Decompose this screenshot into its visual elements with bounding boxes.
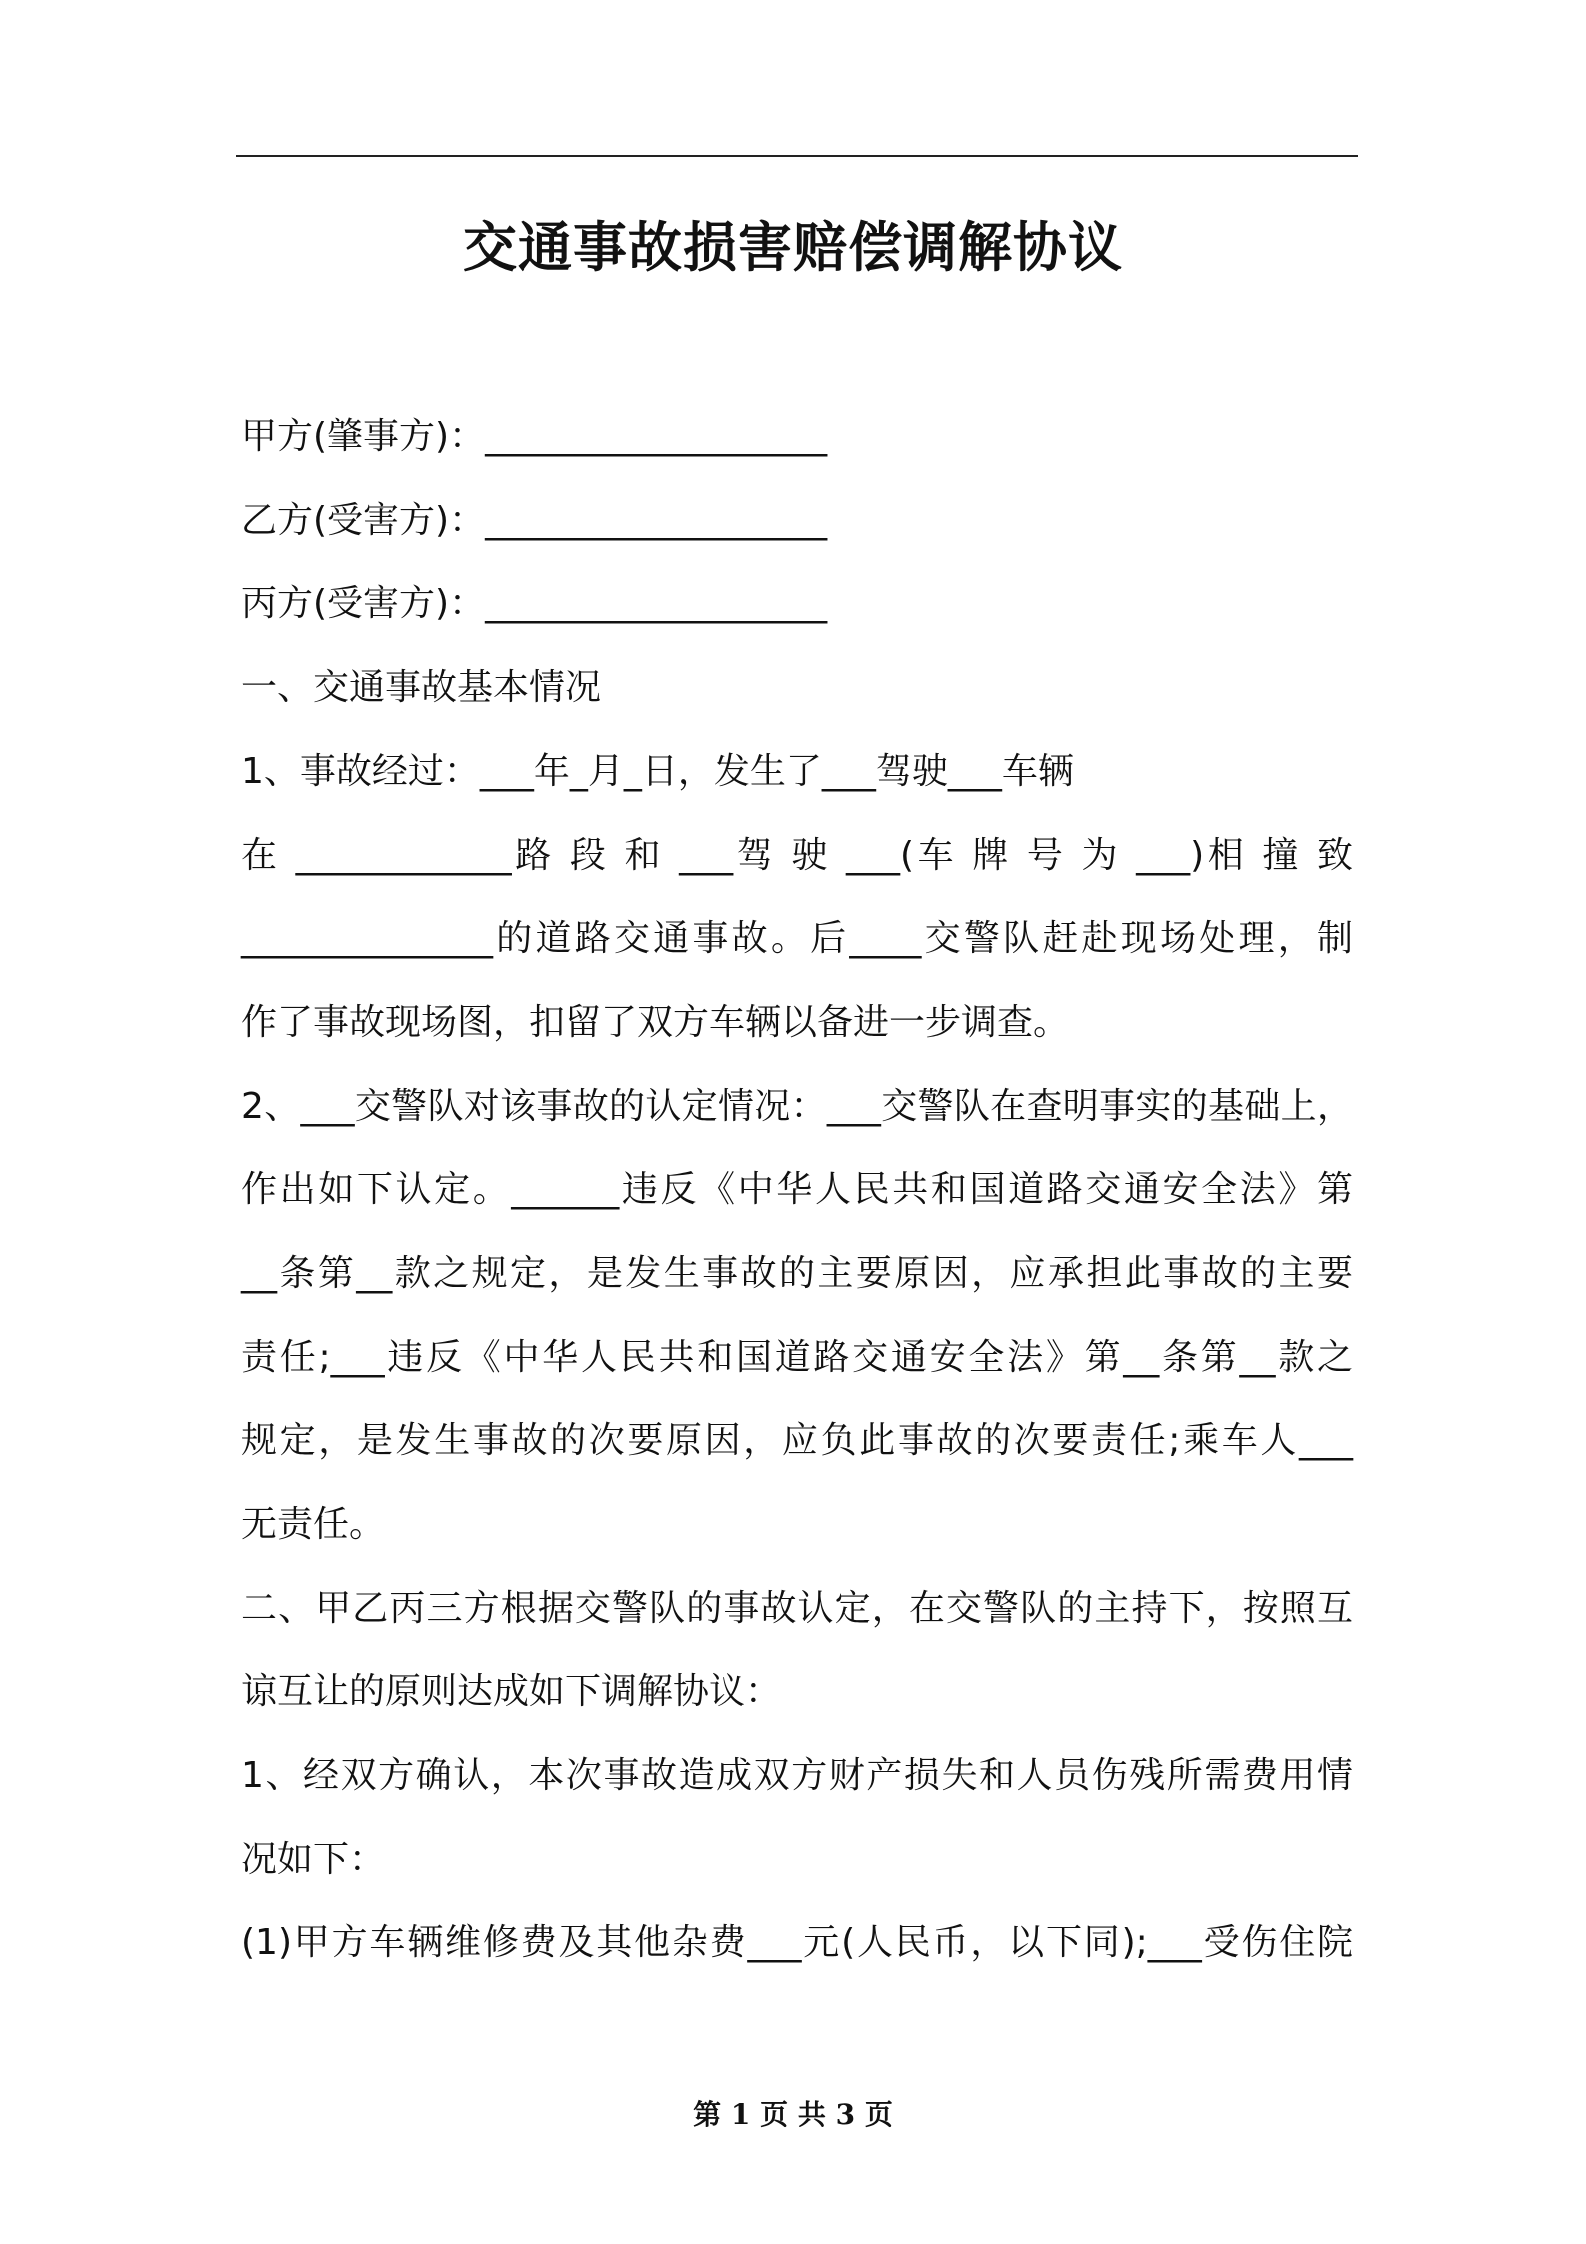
section1-item1-line: 作了事故现场图，扣留了双方车辆以备进一步调查。 (241, 1002, 1070, 1043)
document-title: 交通事故损害赔偿调解协议 (463, 216, 1123, 279)
section1-heading: 一、交通事故基本情况 (241, 667, 602, 708)
party-a-line: 甲方(肇事方)：___________________ (241, 416, 828, 457)
section2-heading-line: 谅互让的原则达成如下调解协议： (241, 1671, 782, 1712)
section2-item1-line: 1、经双方确认，本次事故造成双方财产损失和人员伤残所需费用情 (241, 1755, 1353, 1796)
section1-item2-line: 责任;___违反《中华人民共和国道路交通安全法》第__条第__款之 (241, 1337, 1353, 1378)
section1-item1-line: ______________的道路交通事故。后____交警队赶赴现场处理，制 (241, 918, 1353, 959)
section1-item2-line: __条第__款之规定，是发生事故的主要原因，应承担此事故的主要 (241, 1253, 1353, 1294)
section1-item1-line: 1、事故经过：___年_月_日，发生了___驾驶___车辆 (241, 751, 1074, 792)
section1-item2-line: 规定，是发生事故的次要原因，应负此事故的次要责任;乘车人___ (241, 1420, 1353, 1461)
section1-item2-line: 无责任。 (241, 1504, 386, 1545)
section2-item1-1-line: (1)甲方车辆维修费及其他杂费___元(人民币，以下同);___受伤住院 (241, 1922, 1353, 1963)
section1-item2-line: 2、___交警队对该事故的认定情况：___交警队在查明事实的基础上， (241, 1086, 1353, 1127)
section1-item1-line: 在 ____________路 段 和 ___驾 驶 ___(车 牌 号 为 ___)相 撞 致 (241, 835, 1353, 876)
header-rule (236, 155, 1358, 157)
party-c-line: 丙方(受害方)：___________________ (241, 583, 828, 624)
section1-item2-line: 作出如下认定。______违反《中华人民共和国道路交通安全法》第 (241, 1169, 1353, 1210)
page-footer: 第 1 页 共 3 页 (693, 2098, 893, 2131)
section2-heading-line: 二、甲乙丙三方根据交警队的事故认定，在交警队的主持下，按照互 (241, 1588, 1353, 1629)
section2-item1-line: 况如下： (241, 1839, 386, 1880)
party-b-line: 乙方(受害方)：___________________ (241, 500, 828, 541)
